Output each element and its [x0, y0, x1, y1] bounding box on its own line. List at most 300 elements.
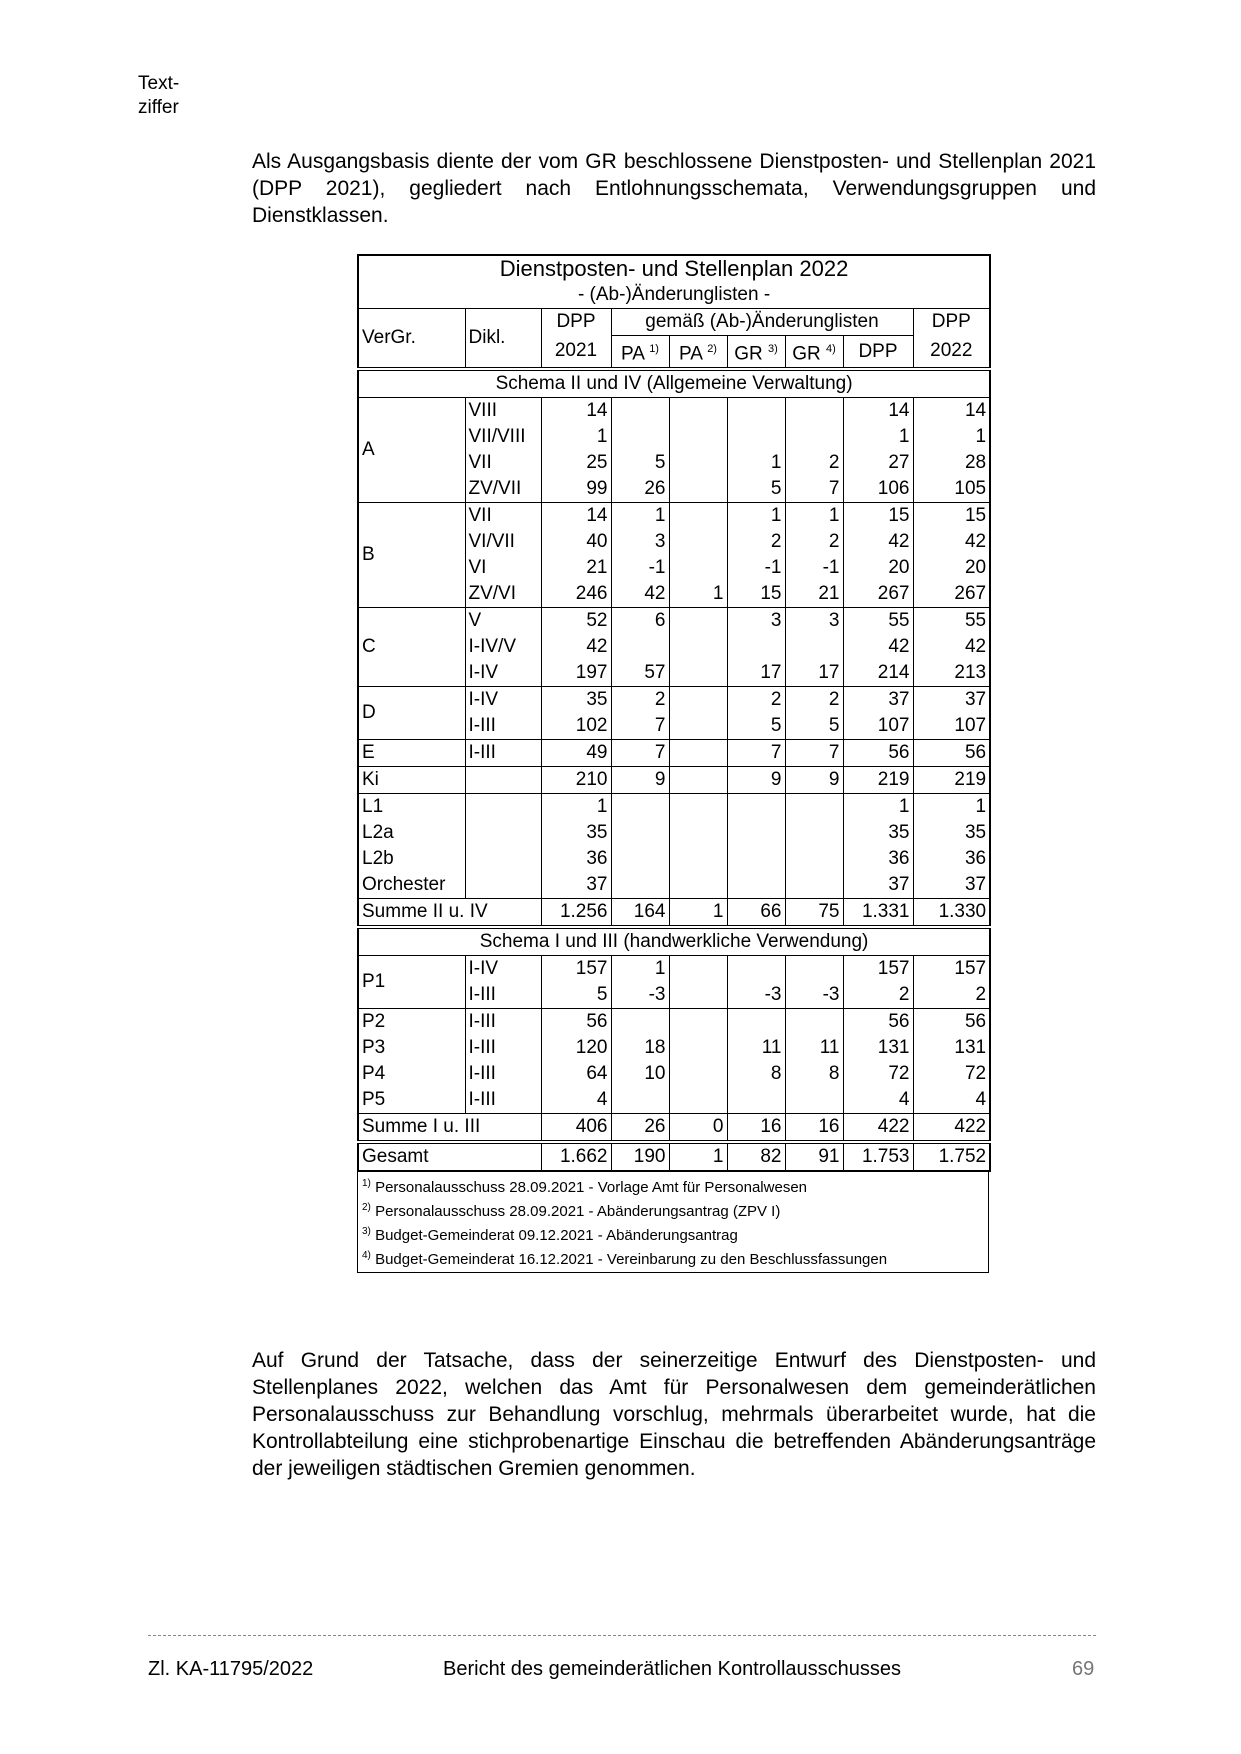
sum-value: 1.331	[843, 899, 913, 928]
value-cell	[669, 687, 727, 714]
dikl-cell	[465, 794, 541, 821]
value-cell: 6	[611, 608, 669, 635]
value-cell: 56	[913, 1009, 990, 1036]
group-label: C	[358, 608, 465, 687]
footer-divider	[148, 1635, 1096, 1636]
sum-value: 164	[611, 899, 669, 928]
value-cell	[669, 1009, 727, 1036]
value-cell	[669, 846, 727, 872]
value-cell	[611, 398, 669, 425]
dikl-cell: I-III	[465, 1035, 541, 1061]
value-cell	[669, 608, 727, 635]
value-cell: 8	[727, 1061, 785, 1087]
value-cell	[611, 846, 669, 872]
value-cell: 107	[913, 713, 990, 740]
value-cell: -3	[785, 982, 843, 1009]
staff-plan-table	[357, 254, 991, 1172]
footer-reference: Zl. KA-11795/2022	[148, 1658, 314, 1680]
value-cell: 8	[785, 1061, 843, 1087]
value-cell: 7	[611, 713, 669, 740]
data-row	[358, 1087, 990, 1114]
value-cell: 14	[843, 398, 913, 425]
value-cell	[727, 956, 785, 983]
sum-value: 16	[785, 1114, 843, 1143]
page-number: 69	[1072, 1658, 1095, 1680]
value-cell	[785, 872, 843, 899]
intro-paragraph: Als Ausgangsbasis diente der vom GR beschlossene Dienstposten- und Stellenplan 2021 (DPP 2021), gegliedert nach Entlohnungsschemata, Verwendungsgruppen und Dienstklassen.	[252, 150, 1096, 227]
value-cell	[669, 1087, 727, 1114]
group-label: Ki	[358, 767, 465, 794]
value-cell: 7	[727, 740, 785, 767]
group-label: P4	[358, 1061, 465, 1087]
value-cell: 15	[913, 503, 990, 530]
value-cell: -1	[611, 555, 669, 581]
value-cell: 9	[727, 767, 785, 794]
group-label: L2b	[358, 846, 465, 872]
margin-label-line-2: ziffer	[138, 97, 179, 118]
value-cell	[727, 1009, 785, 1036]
total-row	[358, 1142, 990, 1171]
value-cell: 28	[913, 450, 990, 476]
value-cell	[669, 740, 727, 767]
value-cell: 42	[843, 634, 913, 660]
value-cell: 42	[913, 634, 990, 660]
value-cell: 2	[727, 529, 785, 555]
value-cell: 105	[913, 476, 990, 503]
value-cell: 2	[785, 529, 843, 555]
value-cell	[669, 1035, 727, 1061]
value-cell: 1	[669, 581, 727, 608]
header-dpp2021: DPP	[541, 309, 611, 336]
margin-label	[138, 72, 179, 120]
sum-value: 1.753	[843, 1142, 913, 1171]
value-cell: 99	[541, 476, 611, 503]
value-cell: 5	[785, 713, 843, 740]
dikl-cell: I-IV	[465, 687, 541, 714]
value-cell: 36	[913, 846, 990, 872]
data-row	[358, 398, 990, 425]
value-cell	[727, 1087, 785, 1114]
value-cell: 3	[611, 529, 669, 555]
value-cell	[785, 398, 843, 425]
value-cell: 36	[541, 846, 611, 872]
value-cell: 131	[913, 1035, 990, 1061]
value-cell: 35	[843, 820, 913, 846]
value-cell: 15	[843, 503, 913, 530]
value-cell: 1	[843, 424, 913, 450]
value-cell	[785, 794, 843, 821]
data-row	[358, 956, 990, 983]
value-cell: 49	[541, 740, 611, 767]
dikl-cell: I-III	[465, 1087, 541, 1114]
dikl-cell: ZV/VI	[465, 581, 541, 608]
header-gr3: GR $^{3)}$	[727, 336, 785, 370]
value-cell: 131	[843, 1035, 913, 1061]
value-cell	[611, 820, 669, 846]
value-cell: 107	[843, 713, 913, 740]
footnote-marker: 4)	[826, 343, 836, 355]
value-cell: 21	[785, 581, 843, 608]
value-cell	[727, 424, 785, 450]
sum-row-2-label: Summe I u. III	[358, 1114, 541, 1143]
footnote-marker: 1)	[649, 343, 659, 355]
value-cell	[727, 794, 785, 821]
value-cell	[669, 660, 727, 687]
value-cell: 197	[541, 660, 611, 687]
group-label: B	[358, 503, 465, 608]
value-cell: 1	[727, 503, 785, 530]
value-cell: 1	[913, 424, 990, 450]
value-cell: 42	[611, 581, 669, 608]
footnote: $^{1)}$ Personalausschuss 28.09.2021 - Vorlage Amt für Personalwesen	[362, 1178, 807, 1197]
data-row	[358, 794, 990, 821]
value-cell: 56	[541, 1009, 611, 1036]
value-cell: 5	[611, 450, 669, 476]
data-row	[358, 1009, 990, 1036]
group-label: L1	[358, 794, 465, 821]
header-changes-group: gemäß (Ab-)Änderunglisten	[611, 309, 913, 336]
data-row	[358, 846, 990, 872]
dikl-cell: VI/VII	[465, 529, 541, 555]
group-label: P5	[358, 1087, 465, 1114]
value-cell	[727, 820, 785, 846]
value-cell: 11	[727, 1035, 785, 1061]
value-cell: 35	[541, 820, 611, 846]
value-cell: 5	[727, 476, 785, 503]
header-row-1	[358, 309, 990, 336]
value-cell: 2	[785, 450, 843, 476]
header-pa2: PA $^{2)}$	[669, 336, 727, 370]
dikl-cell: VIII	[465, 398, 541, 425]
dikl-cell: VI	[465, 555, 541, 581]
footnote: $^{2)}$ Personalausschuss 28.09.2021 - Abänderungsantrag (ZPV I)	[362, 1202, 781, 1221]
value-cell	[669, 794, 727, 821]
group-label: D	[358, 687, 465, 740]
value-cell: 25	[541, 450, 611, 476]
footer-title: Bericht des gemeinderätlichen Kontrollausschusses	[443, 1658, 902, 1680]
header-dpp2022: DPP	[913, 309, 990, 336]
value-cell: 2	[843, 982, 913, 1009]
table-footnotes	[357, 1172, 989, 1273]
value-cell: 5	[727, 713, 785, 740]
value-cell: 35	[913, 820, 990, 846]
sum-value: 422	[843, 1114, 913, 1143]
value-cell	[611, 872, 669, 899]
sum-value: 1.330	[913, 899, 990, 928]
value-cell: 2	[611, 687, 669, 714]
value-cell: 37	[843, 872, 913, 899]
value-cell	[727, 872, 785, 899]
value-cell: 1	[541, 794, 611, 821]
value-cell: 20	[913, 555, 990, 581]
value-cell	[669, 1061, 727, 1087]
value-cell: 267	[913, 581, 990, 608]
value-cell: 27	[843, 450, 913, 476]
value-cell: 1	[913, 794, 990, 821]
value-cell: 4	[913, 1087, 990, 1114]
value-cell: 7	[785, 476, 843, 503]
footnote-marker: 4)	[362, 1250, 371, 1262]
value-cell	[727, 398, 785, 425]
value-cell	[669, 555, 727, 581]
dikl-cell: I-IV	[465, 660, 541, 687]
value-cell	[669, 424, 727, 450]
value-cell: 37	[843, 687, 913, 714]
value-cell: 42	[541, 634, 611, 660]
dikl-cell	[465, 872, 541, 899]
value-cell: 120	[541, 1035, 611, 1061]
sum-value: 16	[727, 1114, 785, 1143]
sum-value: 75	[785, 899, 843, 928]
value-cell: 72	[913, 1061, 990, 1087]
value-cell: 267	[843, 581, 913, 608]
value-cell	[611, 1009, 669, 1036]
value-cell: 35	[541, 687, 611, 714]
value-cell: 37	[913, 872, 990, 899]
value-cell: 10	[611, 1061, 669, 1087]
dikl-cell	[465, 767, 541, 794]
value-cell: 14	[913, 398, 990, 425]
value-cell: 37	[913, 687, 990, 714]
dikl-cell: V	[465, 608, 541, 635]
value-cell: 17	[727, 660, 785, 687]
value-cell: -1	[727, 555, 785, 581]
value-cell	[669, 982, 727, 1009]
dikl-cell: VII/VIII	[465, 424, 541, 450]
header-dpp: DPP	[843, 336, 913, 370]
sum-value: 406	[541, 1114, 611, 1143]
value-cell	[669, 872, 727, 899]
group-label: A	[358, 398, 465, 503]
dikl-cell: I-III	[465, 1061, 541, 1087]
value-cell: 72	[843, 1061, 913, 1087]
dikl-cell	[465, 820, 541, 846]
margin-label-line-1: Text-	[138, 73, 180, 94]
header-dikl: Dikl.	[465, 309, 541, 370]
group-label: L2a	[358, 820, 465, 846]
header-dpp2022-year: 2022	[913, 336, 990, 370]
value-cell	[669, 529, 727, 555]
value-cell	[727, 846, 785, 872]
value-cell: 42	[913, 529, 990, 555]
sum-value: 66	[727, 899, 785, 928]
sum-value: 91	[785, 1142, 843, 1171]
value-cell: 56	[843, 740, 913, 767]
data-row	[358, 872, 990, 899]
group-label: P1	[358, 956, 465, 1009]
sum-value: 1	[669, 1142, 727, 1171]
section-2-title: Schema I und III (handwerkliche Verwendung)	[358, 927, 990, 956]
value-cell: 14	[541, 503, 611, 530]
value-cell: 157	[843, 956, 913, 983]
group-label: P3	[358, 1035, 465, 1061]
sum-value: 422	[913, 1114, 990, 1143]
value-cell: 64	[541, 1061, 611, 1087]
value-cell: 214	[843, 660, 913, 687]
value-cell: 11	[785, 1035, 843, 1061]
footnote-marker: 3)	[768, 343, 778, 355]
dikl-cell: I-III	[465, 740, 541, 767]
value-cell: 1	[611, 503, 669, 530]
value-cell	[785, 1009, 843, 1036]
value-cell	[785, 1087, 843, 1114]
value-cell: 219	[913, 767, 990, 794]
value-cell: 17	[785, 660, 843, 687]
sum-value: 1.662	[541, 1142, 611, 1171]
value-cell	[669, 713, 727, 740]
dikl-cell	[465, 846, 541, 872]
data-row	[358, 740, 990, 767]
value-cell: 210	[541, 767, 611, 794]
value-cell: 106	[843, 476, 913, 503]
value-cell: 102	[541, 713, 611, 740]
closing-paragraph: Auf Grund der Tatsache, dass der seinerzeitige Entwurf des Dienstposten- und Stellenplanes 2022, welchen das Amt für Personalwesen dem gemeinderätlichen Personalausschuss zur Behandlung vorschlug, mehrmals überarbeitet wurde, hat die Kontrollabteilung eine stichprobenartige Einschau die betreffenden Abänderungsanträge der jeweiligen städtischen Gremien genommen.	[252, 1349, 1096, 1480]
value-cell: 40	[541, 529, 611, 555]
section-1-title: Schema II und IV (Allgemeine Verwaltung)	[358, 369, 990, 398]
data-row	[358, 767, 990, 794]
sum-value: 190	[611, 1142, 669, 1171]
value-cell	[785, 820, 843, 846]
data-row	[358, 608, 990, 635]
value-cell: 21	[541, 555, 611, 581]
header-dpp2021-year: 2021	[541, 336, 611, 370]
data-row	[358, 503, 990, 530]
footnote-marker: 3)	[362, 1226, 371, 1238]
value-cell: 3	[727, 608, 785, 635]
sum-row-1	[358, 899, 990, 928]
value-cell	[669, 398, 727, 425]
data-row	[358, 1061, 990, 1087]
value-cell: 36	[843, 846, 913, 872]
total-row-label: Gesamt	[358, 1142, 541, 1171]
value-cell	[669, 767, 727, 794]
value-cell: 4	[843, 1087, 913, 1114]
sum-row-1-label: Summe II u. IV	[358, 899, 541, 928]
value-cell: 246	[541, 581, 611, 608]
value-cell: 2	[913, 982, 990, 1009]
footnote: $^{4)}$ Budget-Gemeinderat 16.12.2021 - Vereinbarung zu den Beschlussfassungen	[362, 1250, 888, 1269]
value-cell	[611, 424, 669, 450]
value-cell: 9	[785, 767, 843, 794]
value-cell: 213	[913, 660, 990, 687]
value-cell: 26	[611, 476, 669, 503]
sum-value: 26	[611, 1114, 669, 1143]
dikl-cell: I-III	[465, 713, 541, 740]
value-cell	[785, 846, 843, 872]
value-cell: 56	[913, 740, 990, 767]
value-cell: 18	[611, 1035, 669, 1061]
value-cell: 7	[611, 740, 669, 767]
value-cell	[669, 450, 727, 476]
value-cell: 157	[913, 956, 990, 983]
section-title-row	[358, 927, 990, 956]
value-cell: -3	[611, 982, 669, 1009]
dikl-cell: I-IV/V	[465, 634, 541, 660]
value-cell: 42	[843, 529, 913, 555]
value-cell	[611, 634, 669, 660]
group-label: Orchester	[358, 872, 465, 899]
sum-value: 82	[727, 1142, 785, 1171]
value-cell: -1	[785, 555, 843, 581]
value-cell: 55	[913, 608, 990, 635]
value-cell	[611, 794, 669, 821]
table-title-row	[358, 255, 990, 282]
value-cell: 15	[727, 581, 785, 608]
footnote-marker: 1)	[362, 1178, 371, 1190]
dikl-cell: I-III	[465, 982, 541, 1009]
value-cell	[669, 476, 727, 503]
sum-value: 1.256	[541, 899, 611, 928]
value-cell: 1	[727, 450, 785, 476]
value-cell	[669, 820, 727, 846]
value-cell: 2	[727, 687, 785, 714]
value-cell: 56	[843, 1009, 913, 1036]
value-cell	[611, 1087, 669, 1114]
header-pa1: PA $^{1)}$	[611, 336, 669, 370]
table-title: Dienstposten- und Stellenplan 2022	[358, 255, 990, 282]
value-cell: 9	[611, 767, 669, 794]
value-cell: 57	[611, 660, 669, 687]
dikl-cell: VII	[465, 503, 541, 530]
value-cell	[669, 634, 727, 660]
dikl-cell: ZV/VII	[465, 476, 541, 503]
value-cell: -3	[727, 982, 785, 1009]
sum-value: 1	[669, 899, 727, 928]
group-label: E	[358, 740, 465, 767]
data-row	[358, 820, 990, 846]
table-subtitle-row	[358, 282, 990, 309]
section-title-row	[358, 369, 990, 398]
value-cell: 1	[785, 503, 843, 530]
value-cell	[785, 634, 843, 660]
value-cell: 52	[541, 608, 611, 635]
value-cell	[727, 634, 785, 660]
data-row	[358, 687, 990, 714]
dikl-cell: VII	[465, 450, 541, 476]
table-subtitle: - (Ab-)Änderunglisten -	[358, 282, 990, 309]
group-label: P2	[358, 1009, 465, 1036]
value-cell	[669, 503, 727, 530]
value-cell: 20	[843, 555, 913, 581]
header-gr4: GR $^{4)}$	[785, 336, 843, 370]
footnote-marker: 2)	[707, 343, 717, 355]
dikl-cell: I-III	[465, 1009, 541, 1036]
value-cell	[785, 956, 843, 983]
dikl-cell: I-IV	[465, 956, 541, 983]
value-cell: 55	[843, 608, 913, 635]
value-cell	[669, 956, 727, 983]
value-cell: 219	[843, 767, 913, 794]
value-cell: 4	[541, 1087, 611, 1114]
value-cell: 2	[785, 687, 843, 714]
footnote-marker: 2)	[362, 1202, 371, 1214]
value-cell: 37	[541, 872, 611, 899]
sum-row-2	[358, 1114, 990, 1143]
value-cell: 7	[785, 740, 843, 767]
data-row	[358, 1035, 990, 1061]
value-cell: 1	[541, 424, 611, 450]
value-cell: 1	[843, 794, 913, 821]
staff-plan-table-wrapper	[357, 254, 989, 1273]
value-cell: 157	[541, 956, 611, 983]
value-cell: 1	[611, 956, 669, 983]
sum-value: 1.752	[913, 1142, 990, 1171]
value-cell: 5	[541, 982, 611, 1009]
sum-value: 0	[669, 1114, 727, 1143]
value-cell: 3	[785, 608, 843, 635]
value-cell: 14	[541, 398, 611, 425]
header-vergr: VerGr.	[358, 309, 465, 370]
